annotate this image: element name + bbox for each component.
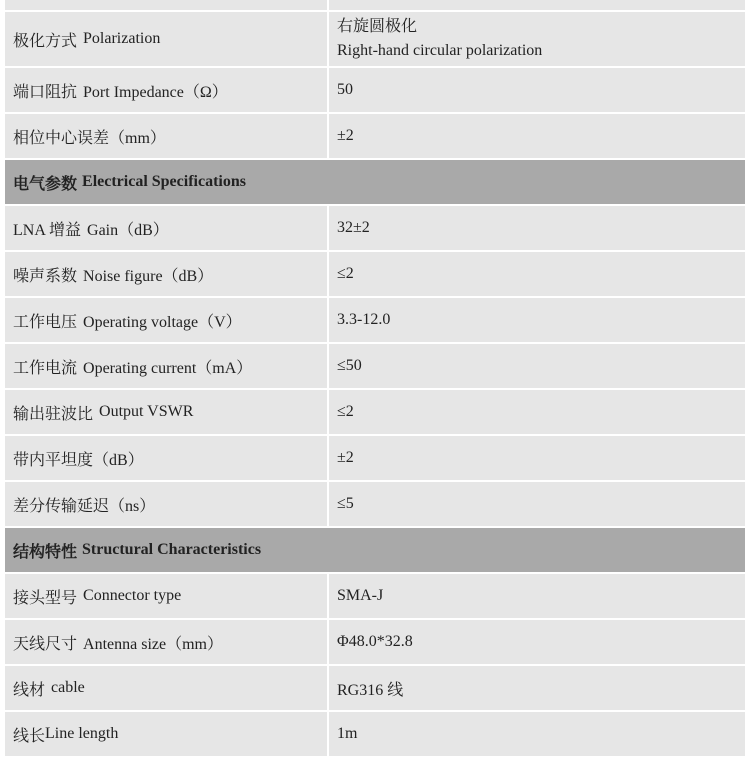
section-title-zh: 电气参数 [13, 175, 78, 193]
spec-value [329, 12, 745, 66]
spec-label [5, 298, 329, 342]
spec-value-text: ≤2 [337, 265, 354, 282]
table-row [5, 436, 745, 482]
spec-value [329, 206, 745, 250]
spec-value-text: RG316 线 [337, 681, 404, 699]
spec-value [329, 252, 745, 296]
section-title-zh: 结构特性 [13, 543, 78, 561]
spec-label-en: Operating voltage（V） [83, 313, 242, 331]
spec-label-cell [5, 0, 329, 10]
spec-label [5, 482, 329, 526]
spec-label-zh: 天线尺寸 [13, 635, 78, 653]
spec-label [5, 390, 329, 434]
spec-value-text: ±2 [337, 127, 354, 144]
spec-label-en: cable [51, 679, 85, 696]
spec-label-zh: 相位中心误差 [13, 129, 110, 147]
spec-label-en: Operating current（mA） [83, 359, 253, 377]
spec-label-en: Polarization [83, 30, 161, 47]
table-row [5, 298, 745, 344]
spec-value [329, 482, 745, 526]
spec-label-zh: 线长 [13, 727, 46, 745]
spec-value [329, 114, 745, 158]
spec-value [329, 712, 745, 756]
table-row [5, 712, 745, 758]
spec-label-en: （dB） [93, 451, 144, 469]
spec-label-en: Noise figure（dB） [83, 267, 214, 285]
spec-value [329, 344, 745, 388]
spec-value-text: ≤2 [337, 403, 354, 420]
table-row [5, 666, 745, 712]
spec-value-en: Right-hand circular polarization [337, 42, 543, 59]
spec-label-en: Port Impedance（Ω） [83, 83, 228, 101]
section-title-en: Structural Characteristics [82, 541, 262, 558]
section-title [5, 528, 261, 572]
spec-label-zh: 工作电流 [13, 359, 78, 377]
spec-value-text: 1m [337, 725, 358, 742]
section-title-en: Electrical Specifications [82, 173, 246, 190]
spec-label-zh: 噪声系数 [13, 267, 78, 285]
spec-value [329, 390, 745, 434]
spec-value [329, 298, 745, 342]
spec-label [5, 620, 329, 664]
spec-table [5, 0, 745, 758]
spec-value-text: Φ48.0*32.8 [337, 633, 413, 650]
spec-label [5, 252, 329, 296]
spec-label [5, 68, 329, 112]
spec-value-text: ≤50 [337, 357, 362, 374]
table-row [5, 390, 745, 436]
spec-value [329, 620, 745, 664]
spec-value-text: SMA-J [337, 587, 384, 604]
spec-value [329, 436, 745, 480]
spec-label-zh: LNA 增益 [13, 221, 82, 239]
spec-label [5, 12, 329, 66]
spec-value-zh: 右旋圆极化 [337, 18, 418, 35]
spec-label [5, 712, 329, 756]
section-title [5, 160, 246, 204]
spec-label [5, 344, 329, 388]
spec-label-zh: 输出驻波比 [13, 405, 94, 423]
spec-label-en: Line length [45, 725, 119, 742]
spec-value [329, 68, 745, 112]
spec-label [5, 206, 329, 250]
table-row [5, 12, 745, 68]
section-header-electrical [5, 160, 745, 206]
spec-value-text: ≤5 [337, 495, 354, 512]
spec-label-en: Antenna size（mm） [83, 635, 223, 653]
spec-label-zh: 带内平坦度 [13, 451, 94, 469]
spec-label-zh: 工作电压 [13, 313, 78, 331]
table-row [5, 620, 745, 666]
spec-label-zh: 极化方式 [13, 32, 78, 50]
spec-label-zh: 接头型号 [13, 589, 78, 607]
spec-label [5, 574, 329, 618]
spec-label-zh: 线材 [13, 681, 46, 699]
table-row [5, 574, 745, 620]
spec-value-text: 50 [337, 81, 353, 98]
spec-value [329, 666, 745, 710]
spec-label-en: （mm） [109, 129, 166, 147]
spec-value-text: 3.3-12.0 [337, 311, 391, 328]
section-header-structural [5, 528, 745, 574]
table-row-partial [5, 0, 745, 12]
table-row [5, 482, 745, 528]
table-row [5, 68, 745, 114]
table-row [5, 344, 745, 390]
spec-label-zh: 差分传输延迟 [13, 497, 110, 515]
table-row [5, 114, 745, 160]
spec-label-zh: 端口阻抗 [13, 83, 78, 101]
table-row [5, 206, 745, 252]
spec-label [5, 114, 329, 158]
spec-value-cell [329, 0, 745, 10]
spec-value-text: 32±2 [337, 219, 370, 236]
spec-value-text: ±2 [337, 449, 354, 466]
spec-value [329, 574, 745, 618]
table-row [5, 252, 745, 298]
spec-label-en: Connector type [83, 587, 182, 604]
spec-label-en: Output VSWR [99, 403, 194, 420]
spec-label [5, 666, 329, 710]
spec-label-en: Gain（dB） [87, 221, 169, 239]
spec-label [5, 436, 329, 480]
spec-label-en: （ns） [109, 497, 156, 515]
